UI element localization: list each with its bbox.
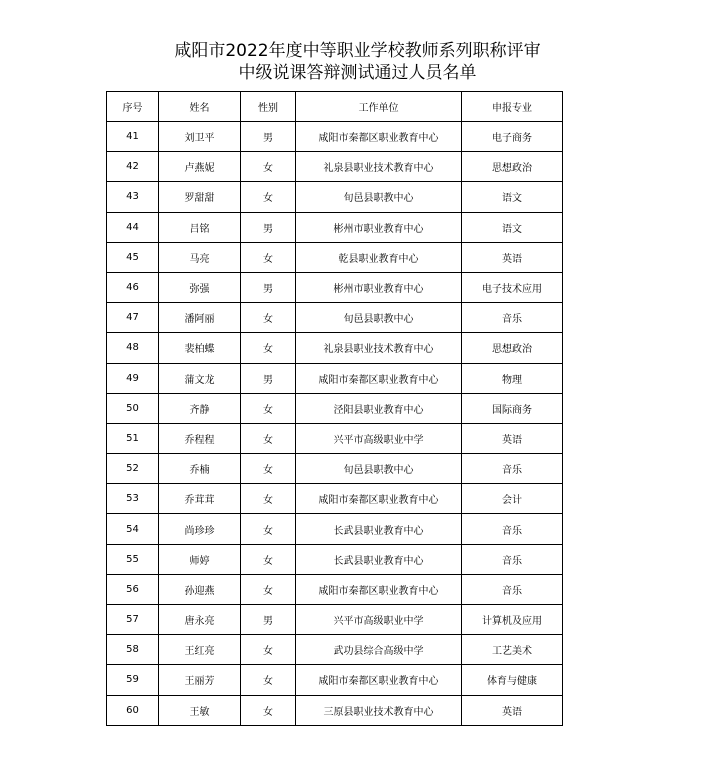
cell-gender: 女 xyxy=(241,514,296,544)
cell-name: 师婷 xyxy=(159,544,241,574)
cell-unit: 长武县职业教育中心 xyxy=(296,544,462,574)
document-title-line2: 中级说课答辩测试通过人员名单 xyxy=(238,63,477,83)
cell-unit: 咸阳市秦都区职业教育中心 xyxy=(296,484,462,514)
cell-seq: 47 xyxy=(107,303,159,333)
cell-gender: 女 xyxy=(241,242,296,272)
table-row xyxy=(107,303,563,333)
cell-unit: 礼泉县职业技术教育中心 xyxy=(296,333,462,363)
cell-gender: 女 xyxy=(241,152,296,182)
cell-unit: 长武县职业教育中心 xyxy=(296,514,462,544)
table-row xyxy=(107,122,563,152)
cell-major: 会计 xyxy=(462,484,563,514)
table-body xyxy=(107,122,563,726)
table-row xyxy=(107,544,563,574)
cell-unit: 咸阳市秦都区职业教育中心 xyxy=(296,574,462,604)
cell-gender: 女 xyxy=(241,484,296,514)
cell-unit: 乾县职业教育中心 xyxy=(296,242,462,272)
table-row xyxy=(107,423,563,453)
cell-major: 音乐 xyxy=(462,454,563,484)
cell-name: 齐静 xyxy=(159,393,241,423)
header-name: 姓名 xyxy=(159,92,241,122)
cell-seq: 43 xyxy=(107,182,159,212)
cell-name: 王丽芳 xyxy=(159,665,241,695)
cell-major: 音乐 xyxy=(462,514,563,544)
cell-major: 工艺美术 xyxy=(462,635,563,665)
cell-unit: 礼泉县职业技术教育中心 xyxy=(296,152,462,182)
cell-gender: 女 xyxy=(241,665,296,695)
cell-major: 思想政治 xyxy=(462,152,563,182)
cell-gender: 男 xyxy=(241,122,296,152)
cell-name: 乔程程 xyxy=(159,423,241,453)
table-row xyxy=(107,635,563,665)
table-row xyxy=(107,665,563,695)
cell-seq: 42 xyxy=(107,152,159,182)
cell-name: 刘卫平 xyxy=(159,122,241,152)
cell-major: 英语 xyxy=(462,423,563,453)
cell-seq: 60 xyxy=(107,695,159,725)
cell-seq: 50 xyxy=(107,393,159,423)
table-row xyxy=(107,242,563,272)
cell-major: 思想政治 xyxy=(462,333,563,363)
cell-gender: 男 xyxy=(241,605,296,635)
cell-name: 罗甜甜 xyxy=(159,182,241,212)
cell-major: 语文 xyxy=(462,182,563,212)
cell-name: 裴柏蝶 xyxy=(159,333,241,363)
cell-unit: 旬邑县职教中心 xyxy=(296,454,462,484)
table-row xyxy=(107,454,563,484)
personnel-table xyxy=(106,91,563,726)
cell-seq: 45 xyxy=(107,242,159,272)
cell-name: 蒲文龙 xyxy=(159,363,241,393)
cell-unit: 三原县职业技术教育中心 xyxy=(296,695,462,725)
cell-name: 王敏 xyxy=(159,695,241,725)
cell-gender: 女 xyxy=(241,454,296,484)
cell-major: 国际商务 xyxy=(462,393,563,423)
cell-seq: 46 xyxy=(107,272,159,302)
cell-major: 电子商务 xyxy=(462,122,563,152)
cell-unit: 彬州市职业教育中心 xyxy=(296,272,462,302)
cell-seq: 41 xyxy=(107,122,159,152)
table-row xyxy=(107,152,563,182)
cell-name: 卢燕妮 xyxy=(159,152,241,182)
cell-gender: 女 xyxy=(241,393,296,423)
cell-gender: 女 xyxy=(241,695,296,725)
cell-major: 音乐 xyxy=(462,544,563,574)
cell-major: 音乐 xyxy=(462,574,563,604)
cell-major: 体育与健康 xyxy=(462,665,563,695)
cell-name: 唐永亮 xyxy=(159,605,241,635)
cell-gender: 男 xyxy=(241,363,296,393)
cell-seq: 52 xyxy=(107,454,159,484)
cell-unit: 咸阳市秦都区职业教育中心 xyxy=(296,122,462,152)
table-header-row xyxy=(107,92,563,122)
cell-seq: 56 xyxy=(107,574,159,604)
cell-unit: 旬邑县职教中心 xyxy=(296,303,462,333)
cell-major: 语文 xyxy=(462,212,563,242)
cell-unit: 彬州市职业教育中心 xyxy=(296,212,462,242)
cell-name: 尚珍珍 xyxy=(159,514,241,544)
cell-unit: 泾阳县职业教育中心 xyxy=(296,393,462,423)
header-major: 申报专业 xyxy=(462,92,563,122)
table-row xyxy=(107,272,563,302)
cell-seq: 48 xyxy=(107,333,159,363)
table-row xyxy=(107,514,563,544)
cell-name: 吕铭 xyxy=(159,212,241,242)
cell-name: 孙迎燕 xyxy=(159,574,241,604)
cell-major: 电子技术应用 xyxy=(462,272,563,302)
cell-seq: 58 xyxy=(107,635,159,665)
cell-seq: 59 xyxy=(107,665,159,695)
cell-gender: 女 xyxy=(241,635,296,665)
cell-unit: 兴平市高级职业中学 xyxy=(296,423,462,453)
cell-gender: 男 xyxy=(241,212,296,242)
cell-major: 计算机及应用 xyxy=(462,605,563,635)
cell-seq: 54 xyxy=(107,514,159,544)
cell-seq: 55 xyxy=(107,544,159,574)
cell-gender: 女 xyxy=(241,333,296,363)
table-row xyxy=(107,333,563,363)
cell-gender: 男 xyxy=(241,272,296,302)
table-row xyxy=(107,393,563,423)
table-row xyxy=(107,212,563,242)
cell-gender: 女 xyxy=(241,303,296,333)
cell-seq: 44 xyxy=(107,212,159,242)
table-row xyxy=(107,182,563,212)
cell-unit: 咸阳市秦都区职业教育中心 xyxy=(296,363,462,393)
cell-unit: 武功县综合高级中学 xyxy=(296,635,462,665)
header-unit: 工作单位 xyxy=(296,92,462,122)
cell-gender: 女 xyxy=(241,182,296,212)
cell-unit: 咸阳市秦都区职业教育中心 xyxy=(296,665,462,695)
cell-seq: 57 xyxy=(107,605,159,635)
table-row xyxy=(107,574,563,604)
cell-unit: 旬邑县职教中心 xyxy=(296,182,462,212)
cell-major: 英语 xyxy=(462,695,563,725)
cell-name: 乔茸茸 xyxy=(159,484,241,514)
cell-seq: 53 xyxy=(107,484,159,514)
cell-gender: 女 xyxy=(241,544,296,574)
cell-name: 马亮 xyxy=(159,242,241,272)
document-title-line1: 咸阳市2022年度中等职业学校教师系列职称评审 xyxy=(174,41,541,61)
cell-gender: 女 xyxy=(241,574,296,604)
table-row xyxy=(107,605,563,635)
table-row xyxy=(107,363,563,393)
table-row xyxy=(107,484,563,514)
cell-major: 英语 xyxy=(462,242,563,272)
table-row xyxy=(107,695,563,725)
cell-major: 物理 xyxy=(462,363,563,393)
cell-seq: 49 xyxy=(107,363,159,393)
cell-name: 乔楠 xyxy=(159,454,241,484)
cell-name: 潘阿丽 xyxy=(159,303,241,333)
cell-seq: 51 xyxy=(107,423,159,453)
cell-name: 弥强 xyxy=(159,272,241,302)
cell-gender: 女 xyxy=(241,423,296,453)
cell-major: 音乐 xyxy=(462,303,563,333)
cell-name: 王红亮 xyxy=(159,635,241,665)
cell-unit: 兴平市高级职业中学 xyxy=(296,605,462,635)
header-seq: 序号 xyxy=(107,92,159,122)
header-gender: 性别 xyxy=(241,92,296,122)
